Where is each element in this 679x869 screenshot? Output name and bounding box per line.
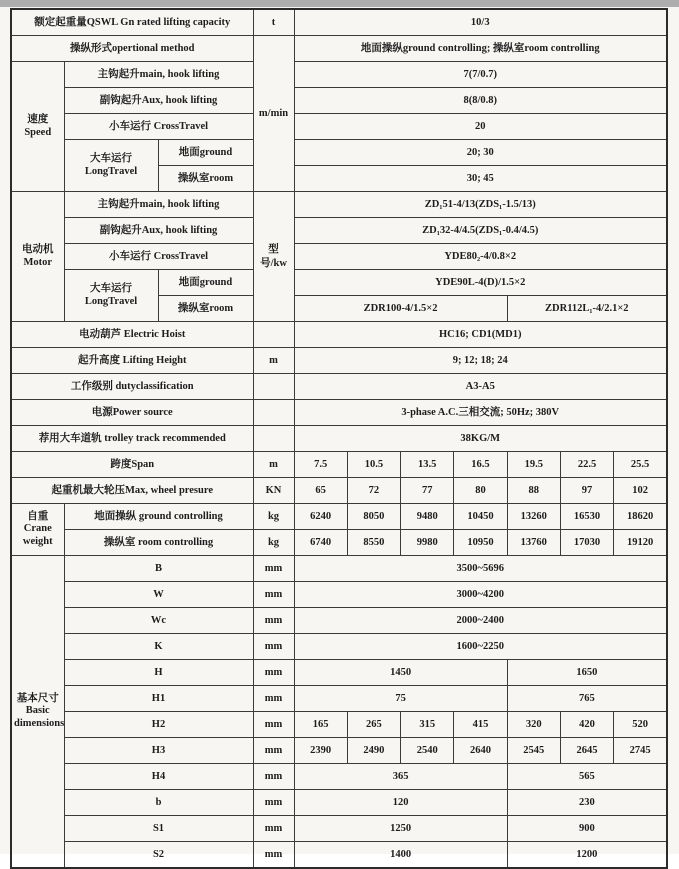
scan-edge-band [0, 0, 679, 7]
unit-weight-ground: kg [253, 504, 294, 530]
group-speed: 速度 Speed [11, 62, 64, 192]
row-speed-main-hook [11, 62, 667, 88]
value-H2-4: 415 [454, 712, 507, 738]
value-wr-1: 6740 [294, 530, 347, 556]
unit-dim-H3: mm [253, 738, 294, 764]
row-power-source [11, 400, 667, 426]
unit-dim-W: mm [253, 582, 294, 608]
value-dim-H4-right: 565 [507, 764, 667, 790]
value-dim-S2-left: 1400 [294, 842, 507, 869]
unit-rated-capacity: t [253, 9, 294, 36]
row-motor-long-travel-ground [11, 270, 667, 296]
value-power-source: 3-phase A.C.三相交流; 50Hz; 380V [294, 400, 667, 426]
row-speed-cross-travel [11, 114, 667, 140]
label-operational-method: 操纵形式opertional method [11, 36, 253, 62]
value-wg-5: 13260 [507, 504, 560, 530]
label-motor-ground: 地面ground [158, 270, 253, 296]
value-wg-4: 10450 [454, 504, 507, 530]
value-dim-b-left: 120 [294, 790, 507, 816]
unit-electric-hoist [253, 322, 294, 348]
value-wr-6: 17030 [560, 530, 613, 556]
row-dim-W [11, 582, 667, 608]
unit-dim-b: mm [253, 790, 294, 816]
label-speed-cross-travel: 小车运行 CrossTravel [64, 114, 253, 140]
row-trolley-track [11, 426, 667, 452]
unit-dim-S2: mm [253, 842, 294, 869]
value-H3-1: 2390 [294, 738, 347, 764]
value-wheel-3: 77 [401, 478, 454, 504]
value-wg-6: 16530 [560, 504, 613, 530]
value-motor-main-hook: ZD₁51-4/13(ZDS₁-1.5/13) [294, 192, 667, 218]
value-H2-1: 165 [294, 712, 347, 738]
label-wheel-pressure: 起重机最大轮压Max, wheel presure [11, 478, 253, 504]
unit-power-source [253, 400, 294, 426]
label-dim-Wc: Wc [64, 608, 253, 634]
value-dim-H1-right: 765 [507, 686, 667, 712]
value-wg-3: 9480 [401, 504, 454, 530]
unit-wheel-pressure: KN [253, 478, 294, 504]
unit-span: m [253, 452, 294, 478]
value-dim-K: 1600~2250 [294, 634, 667, 660]
unit-duty-classification [253, 374, 294, 400]
value-speed-aux-hook: 8(8/0.8) [294, 88, 667, 114]
row-dim-S2 [11, 842, 667, 869]
value-wheel-4: 80 [454, 478, 507, 504]
value-wheel-1: 65 [294, 478, 347, 504]
value-wg-7: 18620 [614, 504, 667, 530]
value-H2-7: 520 [614, 712, 667, 738]
label-dim-B: B [64, 556, 253, 582]
value-duty-classification: A3-A5 [294, 374, 667, 400]
row-dim-H4 [11, 764, 667, 790]
value-dim-H4-left: 365 [294, 764, 507, 790]
unit-motor: 型号/kw [253, 192, 294, 322]
label-motor-room: 操纵室room [158, 296, 253, 322]
value-span-2: 10.5 [347, 452, 400, 478]
row-motor-cross-travel [11, 244, 667, 270]
label-duty-classification: 工作级别 dutyclassification [11, 374, 253, 400]
row-dim-K [11, 634, 667, 660]
value-rated-capacity: 10/3 [294, 9, 667, 36]
label-dim-H4: H4 [64, 764, 253, 790]
label-rated-capacity: 额定起重量QSWL Gn rated lifting capacity [11, 9, 253, 36]
crane-spec-table [10, 8, 668, 869]
unit-trolley-track [253, 426, 294, 452]
label-dim-b: b [64, 790, 253, 816]
label-motor-cross-travel: 小车运行 CrossTravel [64, 244, 253, 270]
label-motor-main-hook: 主钩起升main, hook lifting [64, 192, 253, 218]
value-span-6: 22.5 [560, 452, 613, 478]
row-motor-aux-hook [11, 218, 667, 244]
value-dim-S1-right: 900 [507, 816, 667, 842]
value-dim-H-right: 1650 [507, 660, 667, 686]
row-electric-hoist [11, 322, 667, 348]
label-dim-H3: H3 [64, 738, 253, 764]
unit-dim-H4: mm [253, 764, 294, 790]
label-electric-hoist: 电动葫芦 Electric Hoist [11, 322, 253, 348]
value-H3-3: 2540 [401, 738, 454, 764]
value-wheel-7: 102 [614, 478, 667, 504]
row-dim-b [11, 790, 667, 816]
label-motor-long-travel: 大车运行 LongTravel [64, 270, 158, 322]
value-speed-main-hook: 7(7/0.7) [294, 62, 667, 88]
value-dim-H1-left: 75 [294, 686, 507, 712]
value-wheel-2: 72 [347, 478, 400, 504]
value-dim-B: 3500~5696 [294, 556, 667, 582]
value-speed-ground: 20; 30 [294, 140, 667, 166]
value-wr-3: 9980 [401, 530, 454, 556]
unit-dim-H1: mm [253, 686, 294, 712]
row-dim-S1 [11, 816, 667, 842]
value-motor-aux-hook: ZD₁32-4/4.5(ZDS₁-0.4/4.5) [294, 218, 667, 244]
value-H3-6: 2645 [560, 738, 613, 764]
label-weight-room: 操纵室 room controlling [64, 530, 253, 556]
value-wheel-5: 88 [507, 478, 560, 504]
row-weight-ground [11, 504, 667, 530]
row-operational-method [11, 36, 667, 62]
label-motor-aux-hook: 副钩起升Aux, hook lifting [64, 218, 253, 244]
row-speed-aux-hook [11, 88, 667, 114]
value-dim-S1-left: 1250 [294, 816, 507, 842]
value-H2-5: 320 [507, 712, 560, 738]
row-dim-H2 [11, 712, 667, 738]
value-lifting-height: 9; 12; 18; 24 [294, 348, 667, 374]
unit-dim-K: mm [253, 634, 294, 660]
value-wheel-6: 97 [560, 478, 613, 504]
row-duty-classification [11, 374, 667, 400]
label-speed-room: 操纵室room [158, 166, 253, 192]
label-dim-S1: S1 [64, 816, 253, 842]
value-speed-room: 30; 45 [294, 166, 667, 192]
label-span: 跨度Span [11, 452, 253, 478]
label-dim-H1: H1 [64, 686, 253, 712]
group-crane-weight: 自重 Crane weight [11, 504, 64, 556]
value-wg-1: 6240 [294, 504, 347, 530]
row-rated-capacity [11, 9, 667, 36]
unit-weight-room: kg [253, 530, 294, 556]
row-dim-H [11, 660, 667, 686]
value-wr-4: 10950 [454, 530, 507, 556]
value-motor-ground: YDE90L-4(D)/1.5×2 [294, 270, 667, 296]
unit-dim-B: mm [253, 556, 294, 582]
value-dim-H-left: 1450 [294, 660, 507, 686]
value-span-4: 16.5 [454, 452, 507, 478]
group-motor: 电动机 Motor [11, 192, 64, 322]
value-span-7: 25.5 [614, 452, 667, 478]
value-speed-cross-travel: 20 [294, 114, 667, 140]
label-dim-K: K [64, 634, 253, 660]
value-dim-b-right: 230 [507, 790, 667, 816]
value-span-1: 7.5 [294, 452, 347, 478]
row-weight-room [11, 530, 667, 556]
value-span-3: 13.5 [401, 452, 454, 478]
value-motor-room-right: ZDR112L₁-4/2.1×2 [507, 296, 667, 322]
row-wheel-pressure [11, 478, 667, 504]
unit-lifting-height: m [253, 348, 294, 374]
value-motor-room-left: ZDR100-4/1.5×2 [294, 296, 507, 322]
value-dim-W: 3000~4200 [294, 582, 667, 608]
group-basic-dimensions: 基本尺寸 Basic dimensions [11, 556, 64, 869]
label-dim-H: H [64, 660, 253, 686]
value-wg-2: 8050 [347, 504, 400, 530]
row-speed-long-travel-ground [11, 140, 667, 166]
value-span-5: 19.5 [507, 452, 560, 478]
label-speed-ground: 地面ground [158, 140, 253, 166]
value-wr-7: 19120 [614, 530, 667, 556]
label-dim-W: W [64, 582, 253, 608]
label-trolley-track: 荐用大车道轨 trolley track recommended [11, 426, 253, 452]
value-dim-Wc: 2000~2400 [294, 608, 667, 634]
value-trolley-track: 38KG/M [294, 426, 667, 452]
value-electric-hoist: HC16; CD1(MD1) [294, 322, 667, 348]
row-motor-main-hook [11, 192, 667, 218]
unit-dim-H2: mm [253, 712, 294, 738]
row-dim-H1 [11, 686, 667, 712]
value-H2-6: 420 [560, 712, 613, 738]
value-operational-method: 地面操纵ground controlling; 操纵室room controlling [294, 36, 667, 62]
value-H3-4: 2640 [454, 738, 507, 764]
unit-speed: m/min [253, 36, 294, 192]
row-lifting-height [11, 348, 667, 374]
value-H2-3: 315 [401, 712, 454, 738]
unit-dim-H: mm [253, 660, 294, 686]
value-H3-5: 2545 [507, 738, 560, 764]
value-H3-7: 2745 [614, 738, 667, 764]
row-dim-H3 [11, 738, 667, 764]
label-speed-long-travel: 大车运行 LongTravel [64, 140, 158, 192]
value-dim-S2-right: 1200 [507, 842, 667, 869]
label-power-source: 电源Power source [11, 400, 253, 426]
value-wr-5: 13760 [507, 530, 560, 556]
value-H3-2: 2490 [347, 738, 400, 764]
label-speed-aux-hook: 副钩起升Aux, hook lifting [64, 88, 253, 114]
row-span [11, 452, 667, 478]
label-lifting-height: 起升高度 Lifting Height [11, 348, 253, 374]
label-speed-main-hook: 主钩起升main, hook lifting [64, 62, 253, 88]
label-weight-ground: 地面操纵 ground controlling [64, 504, 253, 530]
row-dim-B [11, 556, 667, 582]
value-H2-2: 265 [347, 712, 400, 738]
value-motor-cross-travel: YDE80₂-4/0.8×2 [294, 244, 667, 270]
unit-dim-Wc: mm [253, 608, 294, 634]
label-dim-S2: S2 [64, 842, 253, 869]
label-dim-H2: H2 [64, 712, 253, 738]
value-wr-2: 8550 [347, 530, 400, 556]
unit-dim-S1: mm [253, 816, 294, 842]
row-dim-Wc [11, 608, 667, 634]
